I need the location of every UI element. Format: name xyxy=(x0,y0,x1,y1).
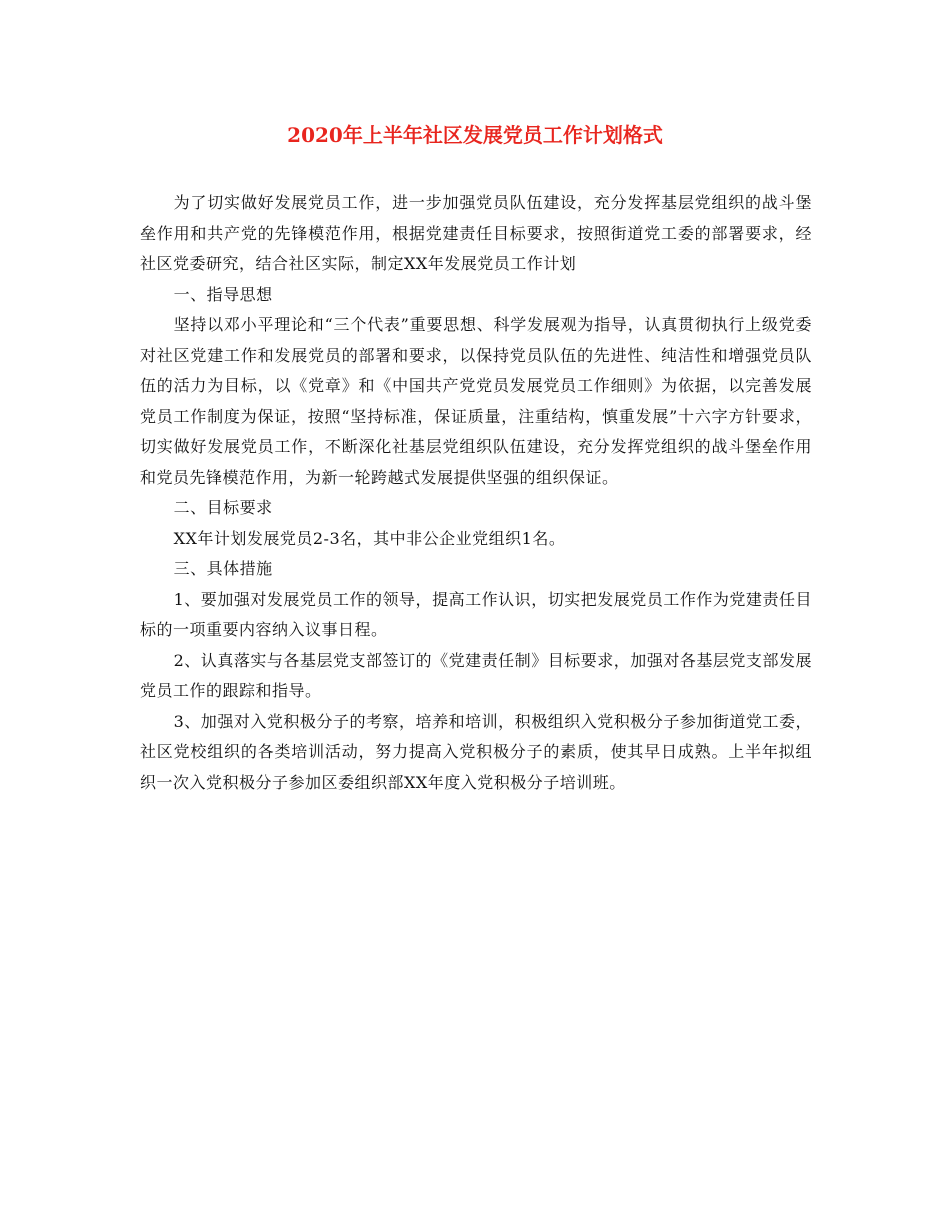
document-title: 2020年上半年社区发展党员工作计划格式 xyxy=(287,123,663,147)
measure-item-1: 1、要加强对发展党员工作的领导，提高工作认识，切实把发展党员工作作为党建责任目标的一项重要内容纳入议事日程。 xyxy=(140,589,812,639)
section-heading-guiding-thought: 一、指导思想 xyxy=(173,284,273,304)
measure-item-2: 2、认真落实与各基层党支部签订的《党建责任制》目标要求，加强对各基层党支部发展党员工作的跟踪和指导。 xyxy=(140,650,812,700)
section-heading-measures: 三、具体措施 xyxy=(173,559,273,578)
measure-item-3: 3、加强对入党积极分子的考察，培养和培训，积极组织入党积极分子参加街道党工委，社区党校组织的各类培训活动，努力提高入党积极分子的素质，使其早日成熟。上半年拟组织一次入党积极分子参加区委组织部XX年度入党积极分子培训班。 xyxy=(140,711,812,792)
goals-paragraph: XX年计划发展党员2-3名，其中非公企业党组织1名。 xyxy=(173,528,566,548)
guiding-thought-paragraph: 坚持以邓小平理论和“三个代表”重要思想、科学发展观为指导，认真贯彻执行上级党委对社区党建工作和发展党员的部署和要求，以保持党员队伍的先进性、纯洁性和增强党员队伍的活力为目标，以《党章》和《中国共产党党员发展党员工作细则》为依据，以完善发展党员工作制度为保证，按照“坚持标准，保证质量，注重结构，慎重发展”十六字方针要求，切实做好发展党员工作，不断深化社基层党组织队伍建设，充分发挥党组织的战斗堡垒作用和党员先锋模范作用，为新一轮跨越式发展提供坚强的组织保证。 xyxy=(140,315,812,487)
section-heading-goals: 二、目标要求 xyxy=(173,498,273,517)
intro-paragraph: 为了切实做好发展党员工作，进一步加强党员队伍建设，充分发挥基层党组织的战斗堡垒作用和共产党的先锋模范作用，根据党建责任目标要求，按照街道党工委的部署要求，经社区党委研究，结合社区实际，制定XX年发展党员工作计划 xyxy=(140,193,812,273)
document-body xyxy=(140,188,812,798)
